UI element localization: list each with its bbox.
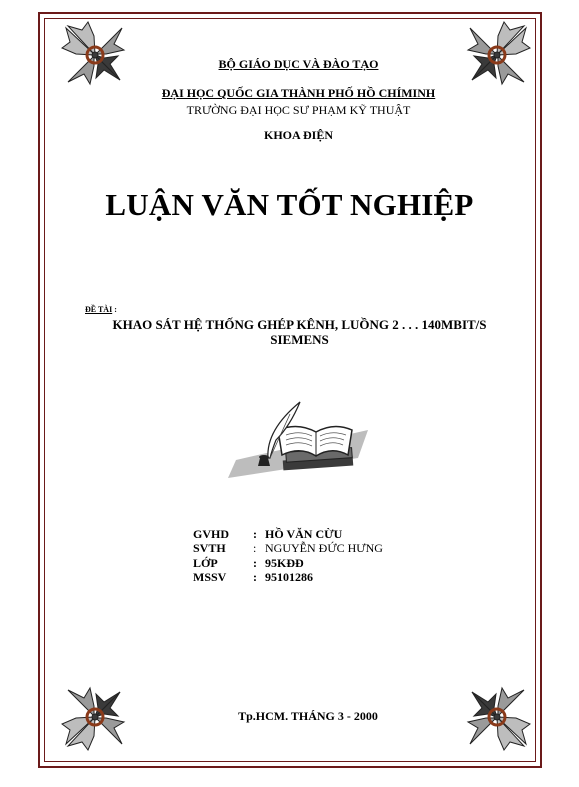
info-row-mssv: [193, 570, 313, 585]
corner-ornament-top-right-icon: [462, 20, 532, 90]
thesis-title: LUẬN VĂN TỐT NGHIỆP: [105, 187, 474, 222]
info-separator: :: [253, 570, 257, 584]
info-value-gvhd: HỒ VĂN CỪU: [265, 527, 343, 541]
info-separator: :: [253, 541, 257, 555]
topic-label-text: ĐỀ TÀI: [85, 305, 113, 314]
info-value-svth: NGUYỄN ĐỨC HƯNG: [265, 541, 383, 555]
info-separator: :: [253, 527, 257, 541]
topic-label-suffix: :: [112, 305, 117, 314]
topic-line-2: SIEMENS: [270, 332, 329, 347]
topic-label: [85, 305, 117, 314]
info-key-mssv: MSSV: [193, 570, 227, 584]
info-row-gvhd: [193, 527, 342, 542]
corner-ornament-top-left-icon: [60, 20, 130, 90]
books-quill-inkwell-icon: [228, 400, 378, 485]
faculty-heading: KHOA ĐIỆN: [263, 128, 333, 142]
place-date-footer: Tp.HCM. THÁNG 3 - 2000: [238, 709, 378, 723]
university-heading: ĐẠI HỌC QUỐC GIA THÀNH PHỐ HỒ CHÍMINH: [161, 86, 436, 100]
info-key-lop: LỚP: [193, 556, 218, 570]
info-row-lop: [193, 556, 304, 571]
info-separator: :: [253, 556, 257, 570]
info-key-gvhd: GVHD: [193, 527, 229, 541]
info-value-lop: 95KĐĐ: [265, 556, 304, 570]
ministry-heading: BỘ GIÁO DỤC VÀ ĐÀO TẠO: [218, 57, 379, 71]
info-value-mssv: 95101286: [265, 570, 313, 584]
school-heading: TRƯỜNG ĐẠI HỌC SƯ PHẠM KỸ THUẬT: [186, 103, 411, 117]
info-row-svth: [193, 541, 383, 556]
info-key-svth: SVTH: [193, 541, 226, 555]
topic-line-1: KHAO SÁT HỆ THỐNG GHÉP KÊNH, LUỒNG 2 . . . 140MBIT/S: [112, 317, 487, 332]
